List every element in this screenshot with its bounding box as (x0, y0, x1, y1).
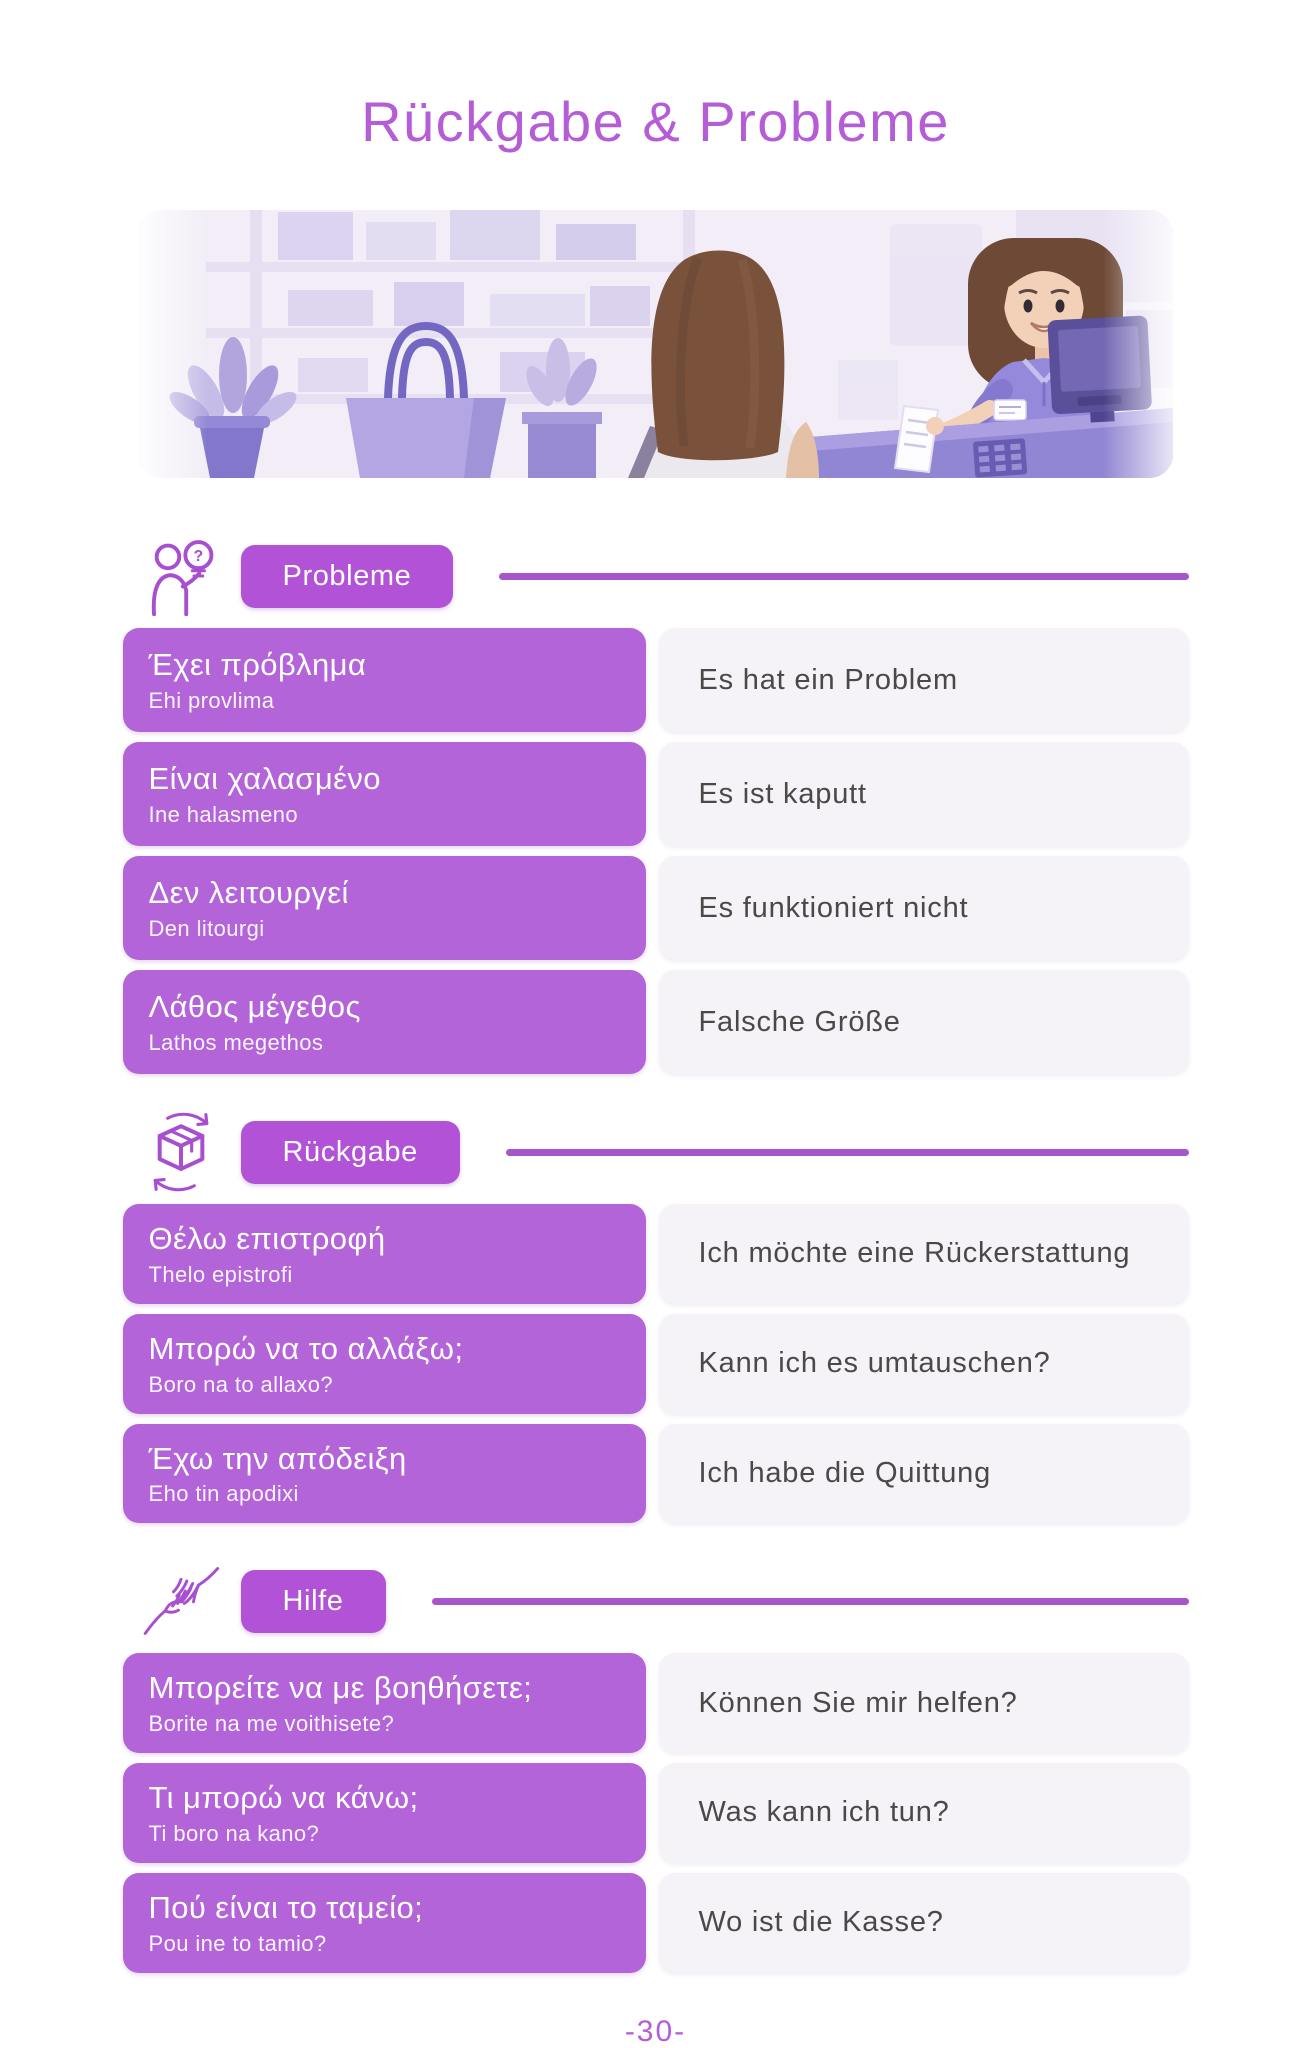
section-badge-rueckgabe: Rückgabe (241, 1121, 460, 1184)
transliteration-text: Borite na me voithisete? (148, 1711, 395, 1736)
store-scene-svg (138, 210, 1173, 478)
greek-phrase-card (123, 628, 646, 732)
transliteration-text: Den litourgi (148, 915, 265, 941)
page-title: Rückgabe & Probleme (361, 90, 950, 153)
greek-text: Δεν λειτουργεί (148, 875, 349, 911)
phrase-row (123, 856, 1189, 960)
person-question-icon (139, 534, 223, 618)
greek-text: Πού είναι το ταμείο; (148, 1889, 424, 1925)
german-translation-card (659, 742, 1189, 846)
phrase-row (123, 970, 1189, 1074)
section-header-hilfe (123, 1559, 1189, 1643)
german-translation-card (659, 1873, 1189, 1973)
transliteration-text: Ine halasmeno (148, 801, 299, 827)
german-translation-card (659, 628, 1189, 732)
greek-phrase-card (123, 970, 646, 1074)
helping-hands-icon (139, 1559, 223, 1643)
german-text: Wo ist die Kasse? (698, 1906, 944, 1939)
german-translation-card (659, 1424, 1189, 1524)
german-translation-card (659, 970, 1189, 1074)
transliteration-text: Ti boro na kano? (148, 1820, 320, 1846)
helping-hands-icon-svg (141, 1561, 221, 1641)
greek-text: Μπορείτε να με βοηθήσετε; (148, 1670, 533, 1706)
greek-text: Λάθος μέγεθος (148, 989, 361, 1025)
phrase-row (123, 742, 1189, 846)
greek-text: Έχει πρόβλημα (148, 647, 367, 683)
transliteration-text: Boro na to allaxo? (148, 1371, 334, 1397)
question-glyph: ? (193, 548, 203, 566)
greek-text: Τι μπορώ να κάνω; (148, 1780, 419, 1815)
german-translation-card (659, 1204, 1189, 1304)
german-translation-card (659, 1653, 1189, 1753)
box-return-icon-svg (141, 1112, 221, 1192)
section-hilfe (123, 1559, 1189, 1972)
phrase-row (123, 628, 1189, 732)
phrase-row (123, 1314, 1189, 1414)
phrase-row (123, 1763, 1189, 1863)
transliteration-text: Thelo epistrofi (148, 1261, 293, 1287)
greek-phrase-card (123, 1314, 646, 1414)
german-text: Falsche Größe (698, 1005, 901, 1038)
section-rueckgabe (123, 1110, 1189, 1523)
german-text: Ich habe die Quittung (698, 1456, 991, 1489)
page-number: -30- (624, 2014, 687, 2048)
phrase-sections (123, 534, 1189, 1973)
german-text: Es hat ein Problem (698, 663, 958, 696)
transliteration-text: Lathos megethos (148, 1029, 324, 1055)
greek-phrase-card (123, 1653, 646, 1753)
german-text: Es ist kaputt (698, 777, 867, 810)
german-text: Können Sie mir helfen? (698, 1686, 1018, 1719)
store-scene-illustration (138, 210, 1173, 478)
german-translation-card (659, 1763, 1189, 1863)
transliteration-text: Pou ine to tamio? (148, 1930, 327, 1956)
german-text: Ich möchte eine Rückerstattung (698, 1237, 1131, 1270)
greek-phrase-card (123, 1204, 646, 1304)
section-badge-probleme: Probleme (241, 545, 454, 608)
section-probleme (123, 534, 1189, 1074)
german-translation-card (659, 856, 1189, 960)
keypad (973, 438, 1027, 478)
greek-text: Θέλω επιστροφή (148, 1221, 386, 1256)
divider-line (499, 573, 1188, 580)
section-header-rueckgabe (123, 1110, 1189, 1194)
greek-phrase-card (123, 856, 646, 960)
phrase-row (123, 1873, 1189, 1973)
greek-phrase-card (123, 1763, 646, 1863)
greek-text: Έχω την απόδειξη (148, 1440, 407, 1476)
greek-phrase-card (123, 742, 646, 846)
person-question-icon-svg (141, 536, 221, 616)
phrase-row (123, 1424, 1189, 1524)
section-badge-hilfe: Hilfe (241, 1570, 386, 1633)
greek-text: Είναι χαλασμένο (148, 761, 381, 797)
divider-line (506, 1149, 1189, 1156)
phrase-row (123, 1653, 1189, 1753)
german-text: Es funktioniert nicht (698, 891, 969, 924)
transliteration-text: Ehi provlima (148, 687, 275, 713)
section-header-probleme (123, 534, 1189, 618)
transliteration-text: Eho tin apodixi (148, 1481, 299, 1507)
greek-phrase-card (123, 1424, 646, 1524)
greek-text: Μπορώ να το αλλάξω; (148, 1330, 464, 1366)
greek-phrase-card (123, 1873, 646, 1973)
box-return-icon (139, 1110, 223, 1194)
german-text: Was kann ich tun? (698, 1796, 950, 1829)
divider-line (432, 1598, 1189, 1605)
german-text: Kann ich es umtauschen? (698, 1347, 1051, 1380)
phrase-row (123, 1204, 1189, 1304)
german-translation-card (659, 1314, 1189, 1414)
